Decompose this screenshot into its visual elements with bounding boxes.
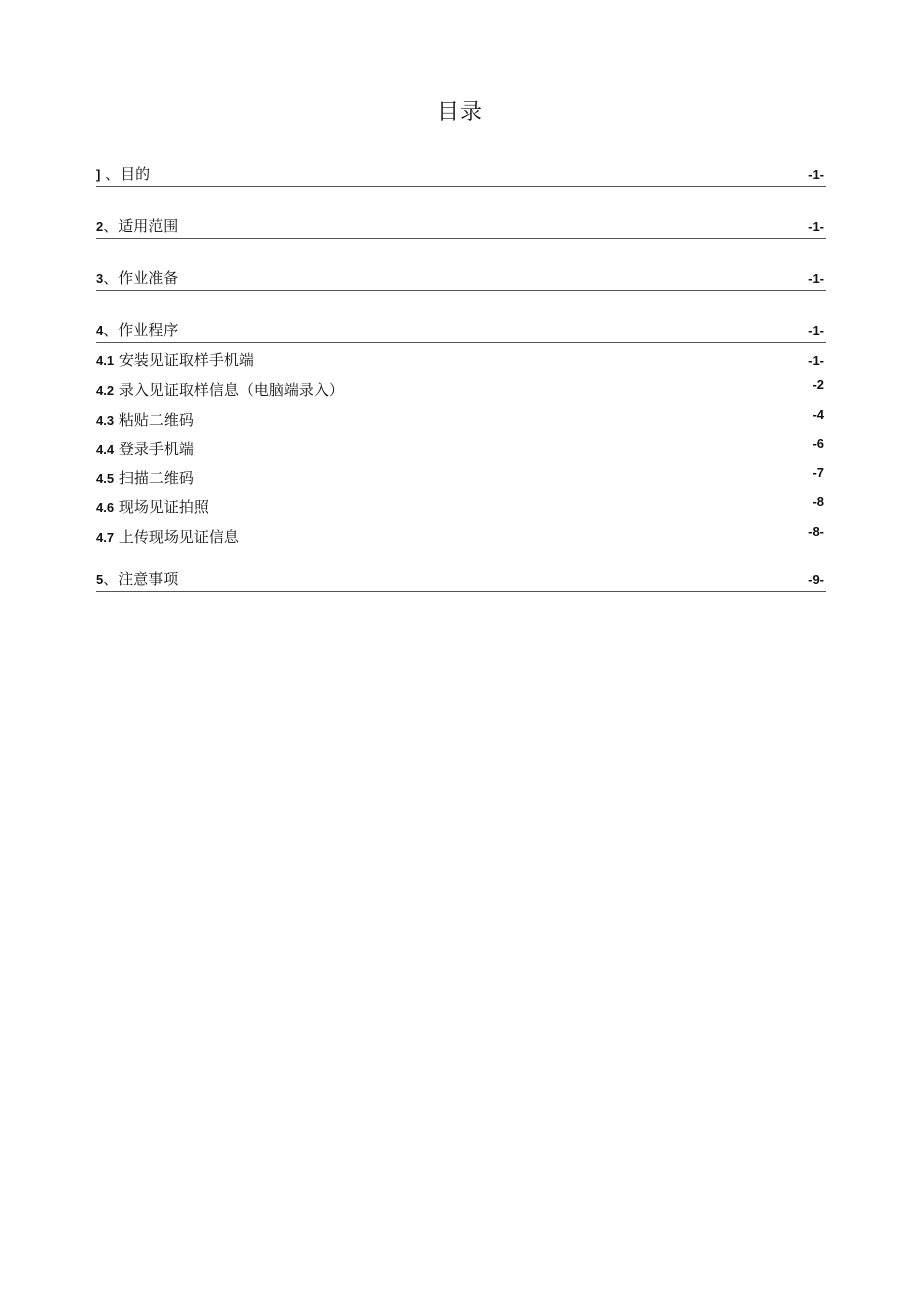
- toc-entry-separator: 、: [103, 321, 119, 339]
- toc-entry-number: 4.2: [96, 383, 115, 398]
- toc-entry-number: 4: [96, 323, 104, 338]
- toc-entry-page: -8: [812, 494, 824, 509]
- toc-entry-1[interactable]: [96, 162, 826, 187]
- toc-entry-label: 注意事项: [118, 570, 179, 588]
- toc-entry-number: 4.1: [96, 353, 115, 368]
- toc-entry-4-5[interactable]: [96, 466, 826, 490]
- table-of-contents: [96, 0, 826, 1302]
- toc-entry-label: 粘贴二维码: [118, 411, 194, 429]
- toc-entry-label: 上传现场见证信息: [118, 528, 239, 546]
- toc-entry-4-4[interactable]: [96, 437, 826, 461]
- toc-entry-page: -1-: [808, 167, 824, 182]
- toc-entry-page: -1-: [808, 271, 824, 286]
- toc-entry-number: ]: [96, 167, 101, 182]
- toc-entry-number: 2: [96, 219, 104, 234]
- toc-entry-page: -9-: [808, 572, 824, 587]
- toc-entry-page: -1-: [808, 219, 824, 234]
- toc-entry-4-3[interactable]: [96, 408, 826, 432]
- toc-entry-page: -6: [812, 436, 824, 451]
- toc-entry-number: 4.4: [96, 442, 115, 457]
- toc-entry-separator: 、: [100, 165, 121, 183]
- toc-entry-5[interactable]: [96, 567, 826, 592]
- toc-entry-4-6[interactable]: [96, 495, 826, 519]
- toc-entry-label: 作业准备: [118, 269, 179, 287]
- toc-entry-page: -7: [812, 465, 824, 480]
- toc-entry-page: -4: [812, 407, 824, 422]
- toc-entry-4-1[interactable]: [96, 348, 826, 372]
- toc-entry-2[interactable]: [96, 214, 826, 239]
- toc-entry-label: 登录手机端: [118, 440, 194, 458]
- toc-entry-page: -1-: [808, 323, 824, 338]
- toc-entry-label: 安装见证取样手机端: [118, 351, 254, 369]
- toc-entry-separator: 、: [103, 269, 119, 287]
- toc-entry-number: 4.3: [96, 413, 115, 428]
- toc-entry-4-2[interactable]: [96, 378, 826, 402]
- toc-entry-page: -8-: [808, 524, 824, 539]
- toc-entry-label: 适用范围: [118, 217, 179, 235]
- toc-entry-label: 扫描二维码: [118, 469, 194, 487]
- toc-entry-separator: 、: [103, 217, 119, 235]
- toc-entry-label: 目的: [120, 165, 151, 183]
- toc-entry-number: 4.6: [96, 500, 115, 515]
- toc-entry-number: 3: [96, 271, 104, 286]
- toc-entry-number: 4.5: [96, 471, 115, 486]
- toc-entry-separator: 、: [103, 570, 119, 588]
- toc-entry-3[interactable]: [96, 266, 826, 291]
- toc-entry-page: -2: [812, 377, 824, 392]
- toc-entry-page: -1-: [808, 353, 824, 368]
- toc-entry-4[interactable]: [96, 318, 826, 343]
- toc-entry-label: 作业程序: [118, 321, 179, 339]
- toc-entry-number: 5: [96, 572, 104, 587]
- toc-entry-4-7[interactable]: [96, 525, 826, 549]
- toc-entry-label: 现场见证拍照: [118, 498, 209, 516]
- toc-entry-number: 4.7: [96, 530, 115, 545]
- page-title: 目录: [436, 100, 483, 125]
- toc-entry-label: 录入见证取样信息（电脑端录入）: [118, 381, 344, 399]
